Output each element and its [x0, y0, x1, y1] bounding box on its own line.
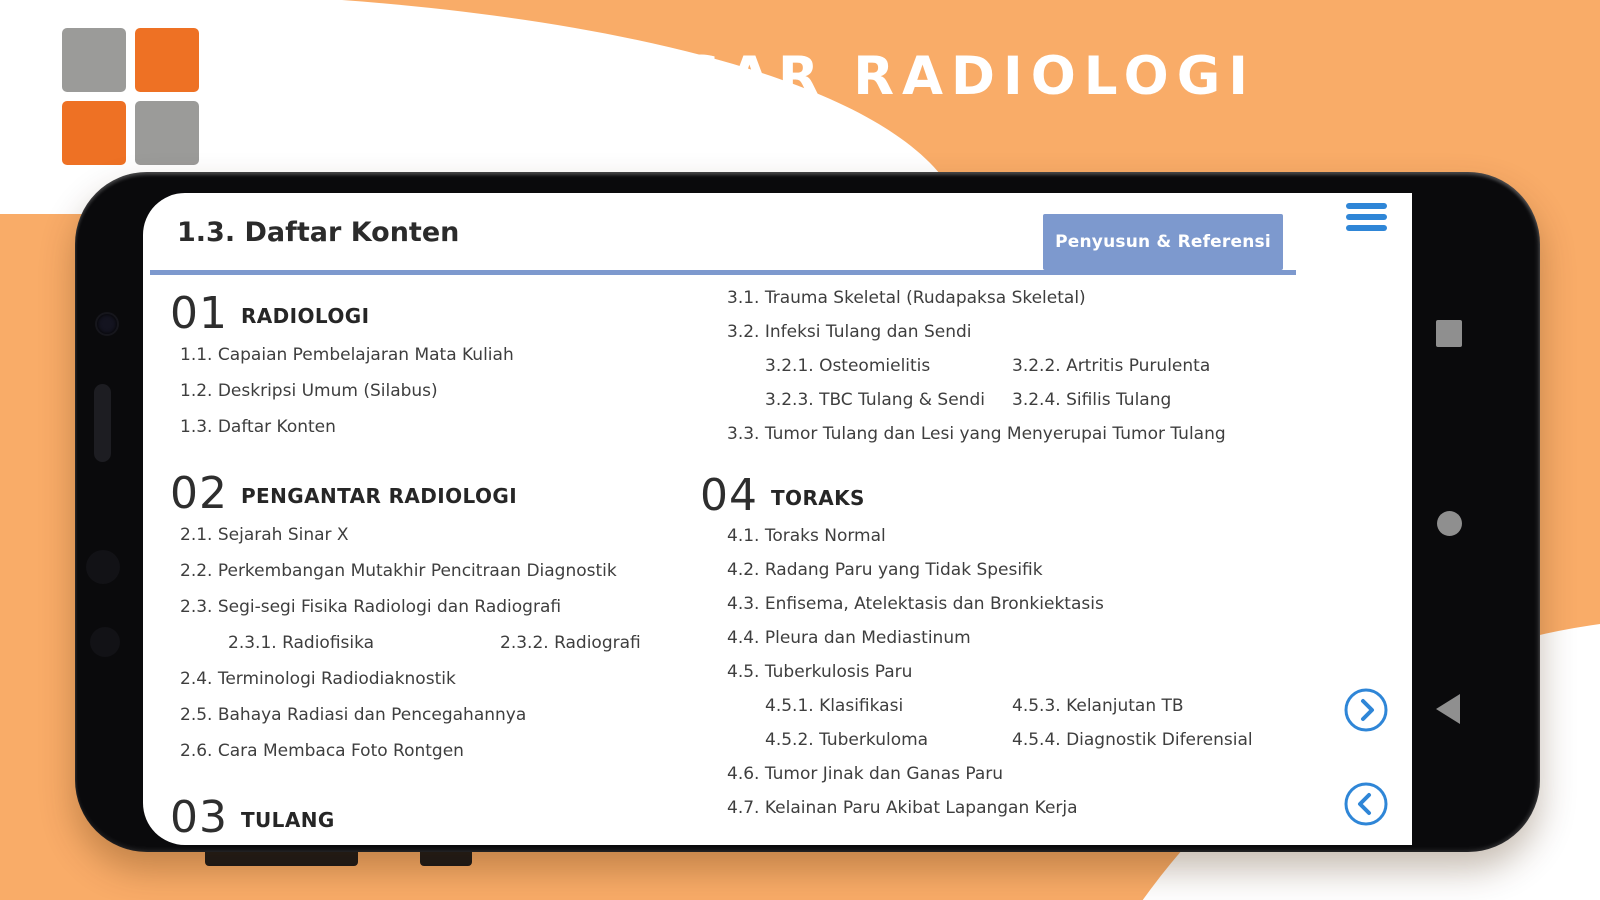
menu-icon[interactable] [1346, 203, 1387, 236]
header-underline [150, 270, 1296, 275]
toc-item[interactable]: 3.2.3. TBC Tulang & Sendi [765, 390, 985, 410]
previous-page-button[interactable] [1343, 781, 1389, 827]
section-number: 04 [700, 470, 758, 521]
toc-column-left [170, 281, 695, 841]
section-title: TULANG [241, 808, 335, 832]
toc-item[interactable]: 4.5.4. Diagnostik Diferensial [1012, 730, 1253, 750]
chevron-left-icon [1343, 781, 1389, 827]
toc-item[interactable]: 1.3. Daftar Konten [180, 417, 336, 437]
chevron-right-icon [1343, 687, 1389, 733]
toc-item[interactable]: 1.1. Capaian Pembelajaran Mata Kuliah [180, 345, 514, 365]
sensor-dot [90, 627, 120, 657]
back-button[interactable] [1436, 694, 1460, 724]
toc-item[interactable]: 4.3. Enfisema, Atelektasis dan Bronkiektasis [727, 594, 1104, 614]
toc-pair-row [700, 349, 1312, 383]
section-heading [170, 281, 695, 337]
toc-item[interactable]: 2.3.2. Radiografi [500, 633, 641, 653]
toc-item[interactable]: 3.2.1. Osteomielitis [765, 356, 931, 376]
toc-column-right [700, 281, 1312, 825]
page-title: 1.3. Daftar Konten [177, 217, 460, 248]
penyusun-referensi-button[interactable]: Penyusun & Referensi [1043, 214, 1283, 270]
next-page-button[interactable] [1343, 687, 1389, 733]
section-number: 03 [170, 792, 228, 843]
toc-item[interactable]: 3.1. Trauma Skeletal (Rudapaksa Skeletal) [727, 288, 1086, 308]
toc-item[interactable]: 2.4. Terminologi Radiodiaknostik [180, 669, 456, 689]
toc-item[interactable]: 4.5. Tuberkulosis Paru [727, 662, 913, 682]
toc-item[interactable]: 4.5.3. Kelanjutan TB [1012, 696, 1184, 716]
phone-screen [143, 193, 1412, 845]
toc-item[interactable]: 2.6. Cara Membaca Foto Rontgen [180, 741, 464, 761]
toc-item[interactable]: 3.2.2. Artritis Purulenta [1012, 356, 1211, 376]
front-camera [97, 314, 117, 334]
toc-pair-row [170, 625, 695, 661]
sensor-dot [86, 550, 120, 584]
home-button[interactable] [1437, 511, 1462, 536]
section-heading [170, 785, 695, 841]
logo-square-orange [62, 101, 126, 165]
toc-item[interactable]: 2.3. Segi-segi Fisika Radiologi dan Radiografi [180, 597, 562, 617]
section-heading [170, 461, 695, 517]
section-number: 01 [170, 288, 228, 339]
toc-item[interactable]: 3.2. Infeksi Tulang dan Sendi [727, 322, 972, 342]
toc-item[interactable]: 1.2. Deskripsi Umum (Silabus) [180, 381, 438, 401]
toc-item[interactable]: 2.3.1. Radiofisika [228, 633, 375, 653]
section-number: 02 [170, 468, 228, 519]
toc-item[interactable]: 4.5.1. Klasifikasi [765, 696, 904, 716]
toc-item[interactable]: 3.2.4. Sifilis Tulang [1012, 390, 1172, 410]
toc-item[interactable]: 2.1. Sejarah Sinar X [180, 525, 349, 545]
toc-item[interactable]: 2.2. Perkembangan Mutakhir Pencitraan Diagnostik [180, 561, 617, 581]
speaker-slot [94, 384, 111, 462]
app-title: ILMU DASAR RADIOLOGI [374, 46, 1256, 107]
toc-pair-row [700, 383, 1312, 417]
section-title: PENGANTAR RADIOLOGI [241, 484, 518, 508]
section-heading [700, 465, 1312, 519]
screen-side-strip [1318, 193, 1412, 845]
toc-pair-row [700, 723, 1312, 757]
toc-item[interactable]: 4.1. Toraks Normal [727, 526, 886, 546]
logo-square-gray [135, 101, 199, 165]
toc-item[interactable]: 4.2. Radang Paru yang Tidak Spesifik [727, 560, 1043, 580]
menu-bar [1346, 225, 1387, 231]
toc-pair-row [700, 689, 1312, 723]
recents-button[interactable] [1436, 320, 1462, 347]
section-title: TORAKS [771, 486, 865, 510]
toc-item[interactable]: 3.3. Tumor Tulang dan Lesi yang Menyerupai Tumor Tulang [727, 424, 1226, 444]
menu-bar [1346, 214, 1387, 220]
menu-bar [1346, 203, 1387, 209]
toc-page [143, 193, 1319, 845]
section-title: RADIOLOGI [241, 304, 370, 328]
toc-item[interactable]: 2.5. Bahaya Radiasi dan Pencegahannya [180, 705, 527, 725]
toc-item[interactable]: 4.6. Tumor Jinak dan Ganas Paru [727, 764, 1004, 784]
toc-item[interactable]: 4.4. Pleura dan Mediastinum [727, 628, 971, 648]
toc-item[interactable]: 4.5.2. Tuberkuloma [765, 730, 929, 750]
toc-item[interactable]: 4.7. Kelainan Paru Akibat Lapangan Kerja [727, 798, 1078, 818]
